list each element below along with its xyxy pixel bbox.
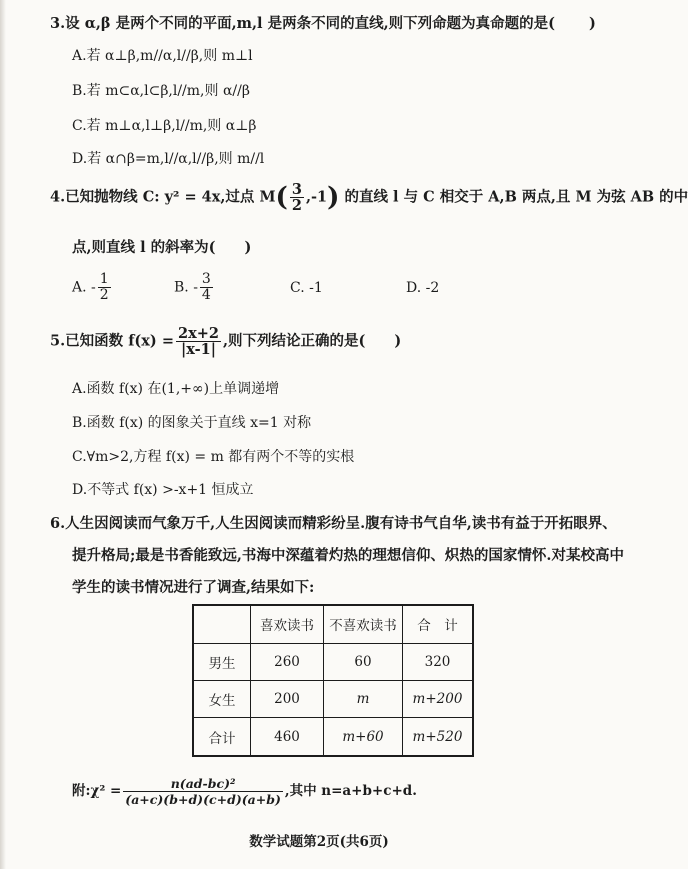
- table-header-row: [193, 605, 473, 643]
- q4-point-fraction: [290, 182, 304, 213]
- page-edge-shadow: [0, 0, 6, 869]
- q4-option-c: [290, 280, 323, 296]
- q5-option-a-label: A.: [72, 381, 87, 397]
- q4-option-d-text: -2: [425, 280, 440, 296]
- q3-option-c-label: C.: [72, 118, 87, 134]
- table-cell: 合计: [193, 718, 251, 756]
- q5-option-c-label: C.: [72, 449, 87, 465]
- q5-option-c: [72, 446, 354, 466]
- table-cell: m+520: [403, 718, 474, 756]
- q5-stem-part2: ,则下列结论正确的是( ): [222, 332, 402, 350]
- q5-option-b-text: 函数 f(x) 的图象关于直线 x=1 对称: [86, 415, 312, 431]
- q4-option-b-label: B. -: [174, 279, 198, 296]
- page-footer: 数学试题第2页(共6页): [249, 834, 389, 850]
- q6-stem-line2: 提升格局;最是书香能致远,书海中深蕴着灼热的理想信仰、炽热的国家情怀.对某校高中: [72, 547, 624, 564]
- q6-appendix-tail: ,其中 n=a+b+c+d.: [284, 783, 417, 799]
- q6-appendix-fraction: [123, 776, 283, 807]
- q4-option-b-fraction: [200, 272, 213, 303]
- q3-option-b-text: 若 m⊂α,l⊂β,l//m,则 α//β: [86, 83, 250, 99]
- q5-fraction: [176, 326, 221, 357]
- q6-stem-line1: [50, 512, 617, 533]
- q5-stem: [50, 326, 401, 357]
- table-header-cell: 不喜欢读书: [324, 605, 403, 643]
- q5-stem-part1: 已知函数 f(x) =: [65, 332, 174, 350]
- reading-survey-table: [192, 604, 474, 757]
- table-cell: 460: [251, 718, 324, 756]
- table-cell: 60: [324, 643, 403, 680]
- q6-appendix-label: 附:χ² =: [72, 783, 122, 799]
- q4-stem-part1: 已知抛物线 C: y² = 4x,过点 M: [65, 188, 276, 206]
- q3-option-d-text: 若 α∩β=m,l//α,l//β,则 m//l: [87, 151, 265, 167]
- q4-point-frac-den: 2: [291, 197, 302, 214]
- table-row: [193, 643, 473, 680]
- q6-appendix-num: n(ad-bc)²: [123, 776, 283, 792]
- q5-frac-num: 2x+2: [178, 325, 219, 342]
- table-row: [193, 680, 473, 717]
- q5-option-c-text: ∀m>2,方程 f(x) = m 都有两个不等的实根: [86, 449, 355, 465]
- q4-option-b: [174, 272, 215, 303]
- q5-option-d-label: D.: [72, 482, 88, 498]
- q4-option-b-num: 3: [201, 271, 211, 287]
- q4-stem: 4.已知抛物线 C: y² = 4x,过点 M( $\frac{3}{2}$ ,-1) 的直线 l 与 C 相交于 A,B 两点,且 M 为弦 AB 的中: [50, 181, 688, 214]
- q4-number: 4.: [50, 188, 66, 206]
- q5-option-a-text: 函数 f(x) 在(1,+∞)上单调递增: [86, 381, 280, 397]
- table-header-cell: 喜欢读书: [251, 605, 324, 643]
- q6-stem-line3: 学生的读书情况进行了调查,结果如下:: [72, 579, 315, 596]
- table-header-cell: 合 计: [403, 605, 474, 643]
- table-cell: m+200: [403, 680, 474, 717]
- table-header-cell: [193, 605, 251, 643]
- table-cell: m: [324, 680, 403, 717]
- q4-option-d: [406, 280, 439, 296]
- q4-option-c-label: C.: [290, 280, 305, 296]
- q4-point-frac-num: 3: [291, 181, 302, 198]
- q4-option-a-den: 2: [99, 287, 109, 303]
- q5-number: 5.: [50, 332, 66, 350]
- q3-option-a-text: 若 α⊥β,m//α,l//β,则 m⊥l: [86, 48, 253, 64]
- q5-option-d: [72, 479, 254, 499]
- q4-option-a-fraction: [98, 272, 111, 303]
- q3-option-b-label: B.: [72, 83, 87, 99]
- q4-option-a-num: 1: [99, 271, 109, 287]
- table-cell: 女生: [193, 680, 251, 717]
- table-cell: 200: [251, 680, 324, 717]
- q4-stem-part2: 的直线 l 与 C 相交于 A,B 两点,且 M 为弦 AB 的中: [344, 188, 688, 206]
- q3-option-a-label: A.: [72, 48, 87, 64]
- q4-point-rest: ,-1: [305, 188, 328, 206]
- q3-option-b: [72, 80, 250, 100]
- q3-option-a: [72, 45, 253, 65]
- q6-line1-text: 人生因阅读而气象万千,人生因阅读而精彩纷呈.腹有诗书气自华,读书有益于开拓眼界、: [65, 515, 617, 532]
- q3-paren-close: ): [588, 15, 596, 32]
- q4-option-d-label: D.: [406, 280, 422, 296]
- q3-stem: [50, 12, 596, 33]
- q5-option-d-text: 不等式 f(x) >-x+1 恒成立: [87, 482, 254, 498]
- q6-number: 6.: [50, 515, 66, 532]
- table-cell: 320: [403, 643, 474, 680]
- table-cell: 男生: [193, 643, 251, 680]
- q3-option-c: [72, 115, 256, 135]
- q6-appendix-formula: [72, 776, 417, 807]
- q5-option-a: [72, 378, 279, 398]
- q4-option-c-text: -1: [309, 280, 323, 296]
- table-cell: m+60: [324, 718, 403, 756]
- q3-option-c-text: 若 m⊥α,l⊥β,l//m,则 α⊥β: [86, 118, 257, 134]
- q3-number: 3.: [50, 15, 66, 32]
- table-row: [193, 718, 473, 756]
- q5-option-b: [72, 412, 311, 432]
- q5-option-b-label: B.: [72, 415, 87, 431]
- q4-option-b-den: 4: [201, 287, 211, 303]
- table-cell: 260: [251, 643, 324, 680]
- q6-appendix-den: (a+c)(b+d)(c+d)(a+b): [125, 792, 281, 807]
- q3-stem-text: 设 α,β 是两个不同的平面,m,l 是两条不同的直线,则下列命题为真命题的是(: [65, 15, 555, 32]
- q3-option-d-label: D.: [72, 151, 88, 167]
- q4-stem-line2: 点,则直线 l 的斜率为( ): [72, 239, 252, 256]
- q4-option-a: [72, 272, 113, 303]
- q5-frac-den: |x-1|: [180, 341, 217, 358]
- q4-option-a-label: A. -: [72, 279, 96, 296]
- q3-option-d: [72, 148, 264, 168]
